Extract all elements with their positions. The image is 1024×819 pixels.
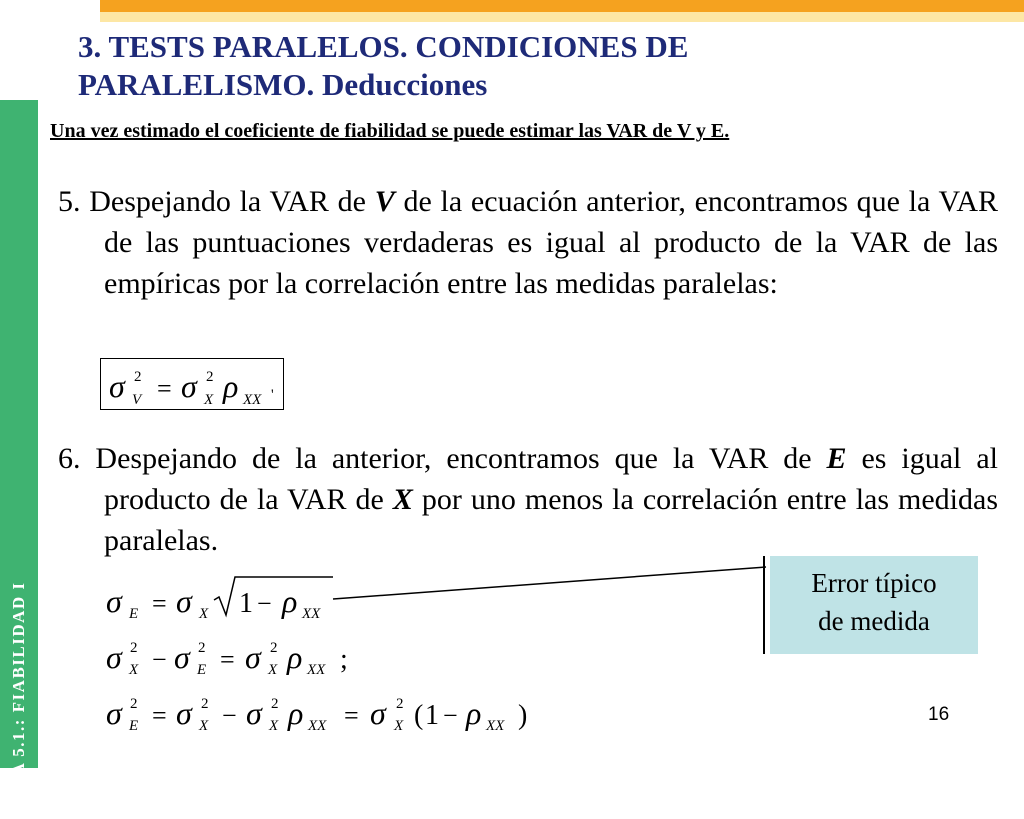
item5-var-v: V [374,185,395,218]
subscript-xx: XX [302,606,321,622]
subscript-xx: XX [307,662,326,678]
superscript-2: 2 [270,640,278,656]
callout-border [763,556,765,654]
callout-standard-error [770,556,978,654]
item6-var-x: X [392,483,413,516]
superscript-2: 2 [134,369,142,385]
sigma-symbol: σ [246,695,262,731]
superscript-2: 2 [130,696,138,712]
subscript-xx: XX [308,718,327,734]
subscript-x: X [204,392,214,408]
item5-text-a: 5. Despejando la VAR de [58,185,375,218]
semicolon: ; [340,644,348,675]
subscript-e: E [129,718,139,734]
number-one: 1 [425,700,439,731]
superscript-2: 2 [198,640,206,656]
left-paren: ( [414,700,424,731]
subscript-e: E [129,606,139,622]
superscript-2: 2 [201,696,209,712]
subscript-e: E [197,662,207,678]
subscript-xx: XX [243,392,262,408]
item6-text-b: es igual al producto de la VAR de [104,442,998,516]
superscript-2: 2 [396,696,404,712]
item6-text-a: 6. Despejando de la anterior, encontramos que la VAR de [58,442,827,475]
subscript-x: X [394,718,404,734]
rho-symbol: ρ [282,583,298,619]
equals-sign: = [152,701,167,730]
sigma-symbol: σ [106,583,122,619]
sigma-symbol: σ [106,639,122,675]
minus-sign: − [152,645,167,674]
rho-symbol: ρ [288,695,304,731]
rho-symbol: ρ [287,639,303,675]
superscript-2: 2 [206,369,214,385]
rho-symbol: ρ [223,368,239,404]
item5-text-b: de la ecuación anterior, encontramos que la VAR de las puntuaciones verdaderas es igual al producto de la VAR de las empíricas por la correlación entre las medidas paralelas: [104,185,998,300]
equals-sign: = [220,645,235,674]
subscript-x: X [129,662,139,678]
prime-mark: ' [271,387,274,403]
rho-symbol: ρ [466,695,482,731]
sigma-symbol: σ [370,695,386,731]
equals-sign: = [344,701,359,730]
slide-subtitle: Una vez estimado el coeficiente de fiabilidad se puede estimar las VAR de V y E. [50,120,730,142]
formula-standard-error [106,577,333,622]
subscript-x: X [199,718,209,734]
sigma-symbol: σ [176,695,192,731]
callout-connector [333,567,766,599]
equals-sign: = [157,374,172,403]
callout-line-2: de medida [818,606,930,636]
subscript-x: X [268,662,278,678]
number-one: 1 [239,588,253,619]
sigma-symbol: σ [181,368,197,404]
minus-sign: − [257,589,272,618]
superscript-2: 2 [130,640,138,656]
right-paren: ) [518,700,528,731]
slide-title: 3. TESTS PARALELOS. CONDICIONES DE PARALELISMO. Deducciones [78,29,689,102]
sigma-symbol: σ [245,639,261,675]
subscript-xx: XX [486,718,505,734]
callout-line-1: Error típico [811,568,937,598]
formula-error-variance [106,695,527,734]
equals-sign: = [152,589,167,618]
sidebar-label: TEMA 5.1.: FIABILIDAD I [9,581,28,819]
item6-var-e: E [826,442,847,475]
formula-difference [106,639,348,678]
sigma-symbol: σ [109,368,125,404]
minus-sign: − [443,701,458,730]
subscript-x: X [269,718,279,734]
subscript-x: X [199,606,209,622]
sigma-symbol: σ [176,583,192,619]
sigma-symbol: σ [174,639,190,675]
minus-sign: − [222,701,237,730]
subscript-v: V [132,392,142,408]
page-number: 16 [928,704,950,725]
superscript-2: 2 [271,696,279,712]
sigma-symbol: σ [106,695,122,731]
item6-text-c: por uno menos la correlación entre las medidas paralelas. [104,483,999,557]
